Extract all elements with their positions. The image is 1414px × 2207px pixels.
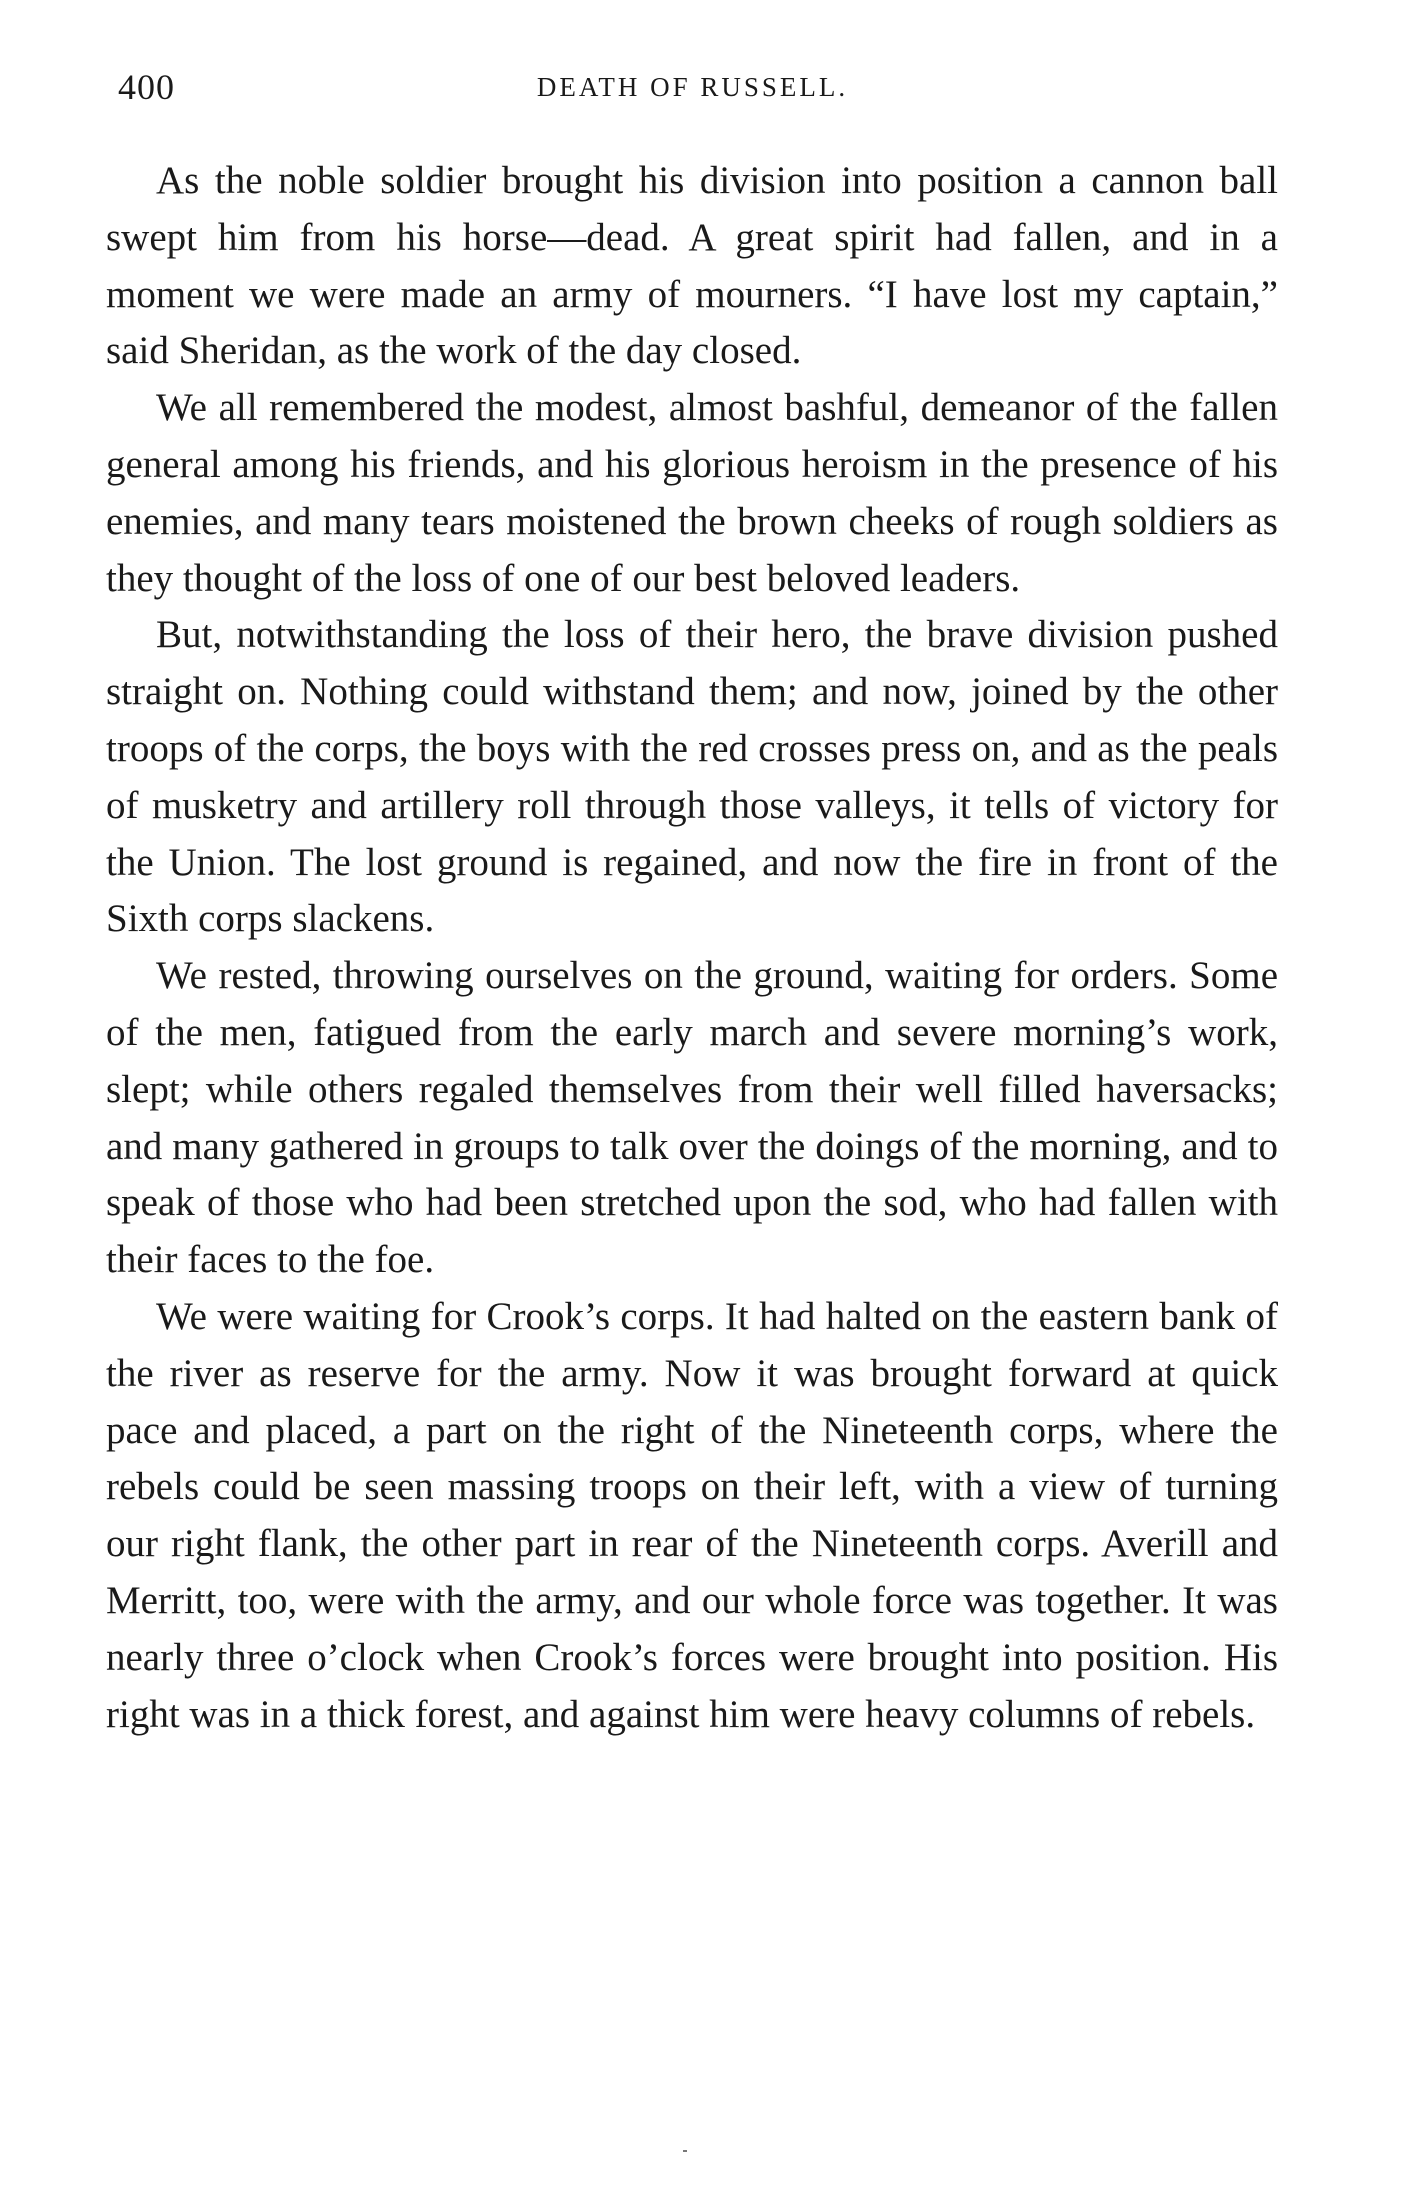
paragraph-2: We all remembered the modest, almost bashful, demeanor of the fallen general among his friends, and his glorious heroism in the presence of his enemies, and many tears moistened the brown cheeks of rough soldiers as they thought of the loss of one of our best beloved leaders. [106, 386, 1278, 600]
print-mark [683, 2150, 687, 2152]
paragraph-3: But, notwithstanding the loss of their hero, the brave division pushed straight on. Nothing could withstand them; and now, joined by the other troops of the corps, the boys with the red crosses press on, and as the peals of musketry and artillery roll through those valleys, it tells of victory for the Union. The lost ground is regained, and now the fire in front of the Sixth corps slackens. [106, 613, 1278, 941]
paragraph-5: We were waiting for Crook’s corps. It had halted on the eastern bank of the river as reserve for the army. Now it was brought forward at quick pace and placed, a part on the right of the Nineteenth corps, where the rebels could be seen massing troops on their left, with a view of turning our right flank, the other part in rear of the Nineteenth corps. Averill and Merritt, too, were with the army, and our whole force was together. It was nearly three o’clock when Crook’s forces were brought into position. His right was in a thick forest, and against him were heavy columns of rebels. [106, 1294, 1278, 1736]
paragraph-1: As the noble soldier brought his division into position a cannon ball swept him from his horse—dead. A great spirit had fallen, and in a moment we were made an army of mourners. “I have lost my captain,” said Sheridan, as the work of the day closed. [106, 159, 1278, 373]
running-head: DEATH OF RUSSELL. [536, 72, 849, 102]
body-text [106, 153, 1278, 1743]
page-header [110, 62, 1275, 112]
page-number: 400 [118, 67, 175, 107]
paragraph-4: We rested, throwing ourselves on the ground, waiting for orders. Some of the men, fatigued from the early march and severe morning’s work, slept; while others regaled themselves from their well filled haversacks; and many gathered in groups to talk over the doings of the morning, and to speak of those who had been stretched upon the sod, who had fallen with their faces to the foe. [106, 954, 1278, 1282]
